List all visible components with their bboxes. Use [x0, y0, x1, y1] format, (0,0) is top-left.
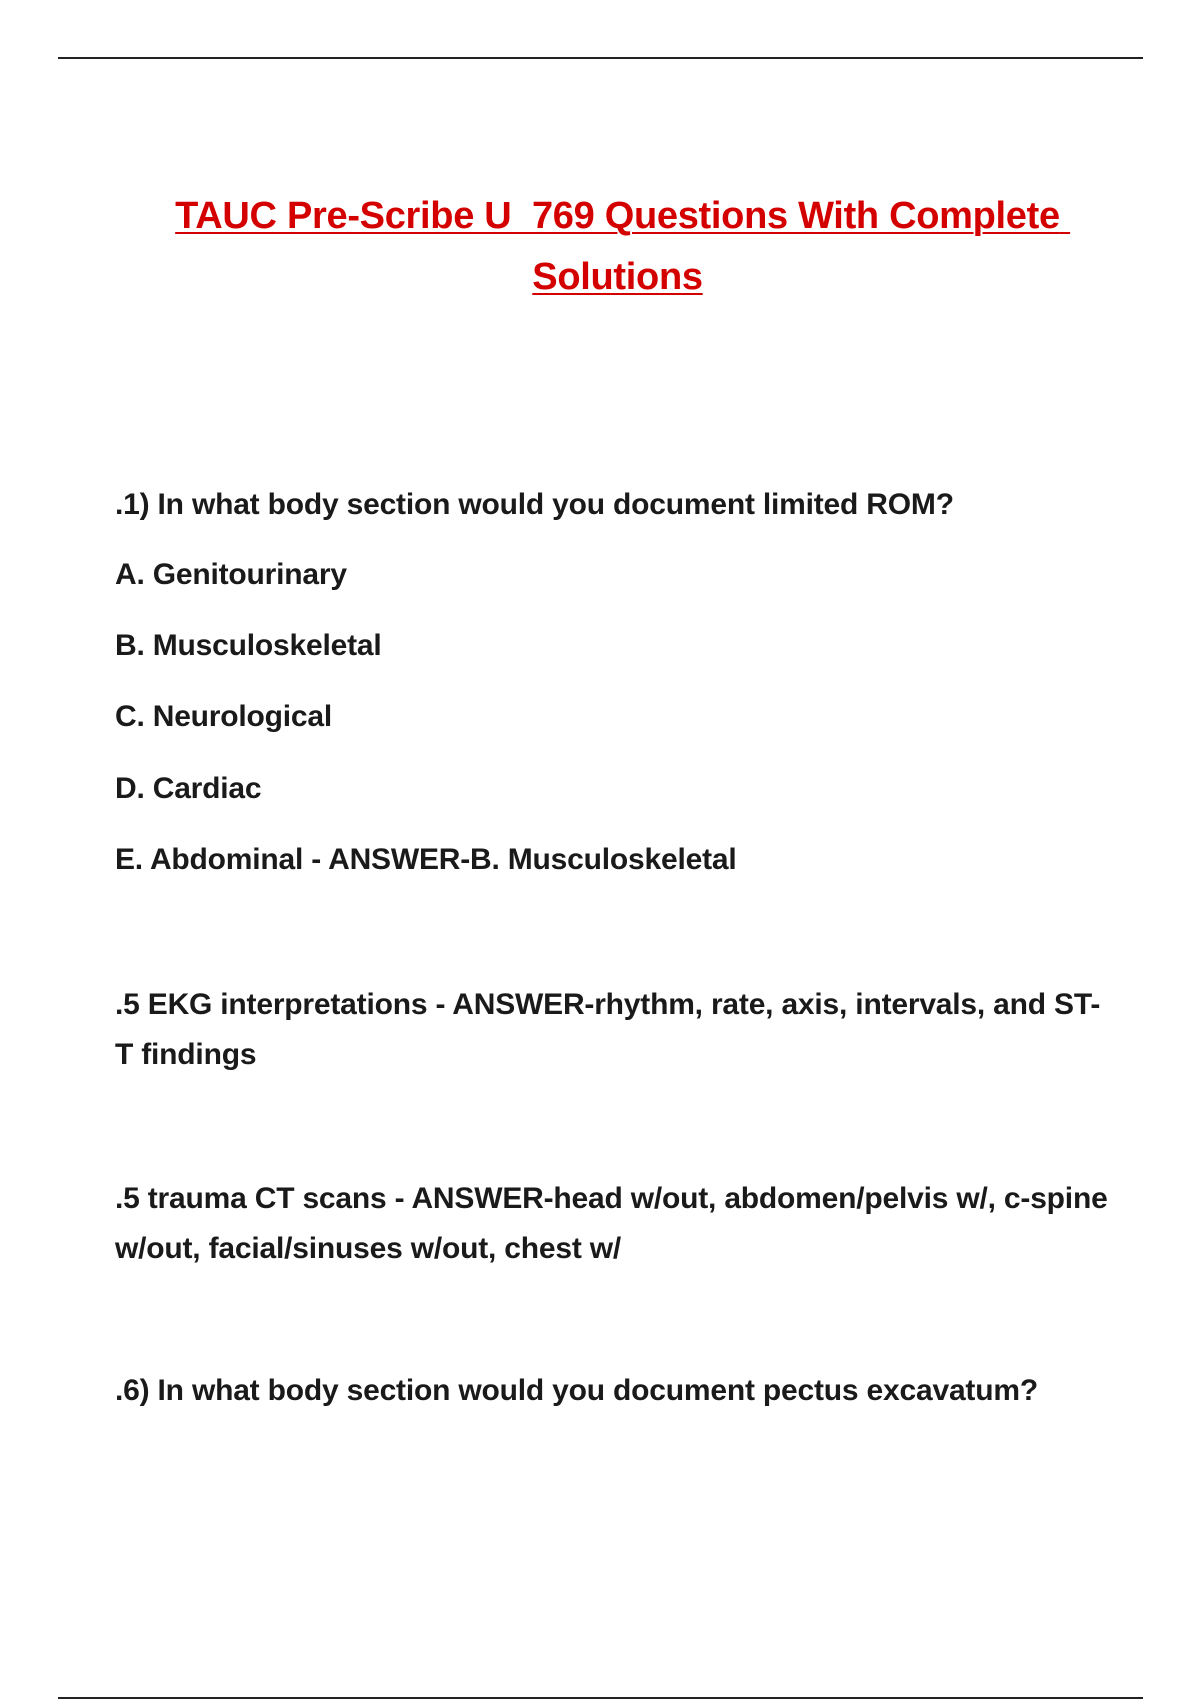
question-3-answer: .5 trauma CT scans - ANSWER-head w/out, abdomen/pelvis w/, c-spine w/out, facial/sinuses w/out, chest w/ [115, 1182, 1108, 1265]
option-e-answer: E. Abdominal - ANSWER-B. Musculoskeletal [115, 843, 737, 876]
question-2-answer: .5 EKG interpretations - ANSWER-rhythm, rate, axis, intervals, and ST-T findings [115, 988, 1101, 1071]
document-title: TAUC Pre-Scribe U 769 Questions With Complete Solutions [175, 195, 1071, 298]
option-a: A. Genitourinary [115, 558, 347, 591]
footer-rule [58, 1697, 1143, 1699]
question-4: .6) In what body section would you document pectus excavatum? [115, 1374, 1038, 1407]
question-1: .1) In what body section would you document limited ROM? [115, 488, 954, 521]
header-rule [58, 57, 1143, 59]
option-b: B. Musculoskeletal [115, 629, 382, 662]
option-d: D. Cardiac [115, 772, 262, 805]
option-c: C. Neurological [115, 700, 333, 733]
